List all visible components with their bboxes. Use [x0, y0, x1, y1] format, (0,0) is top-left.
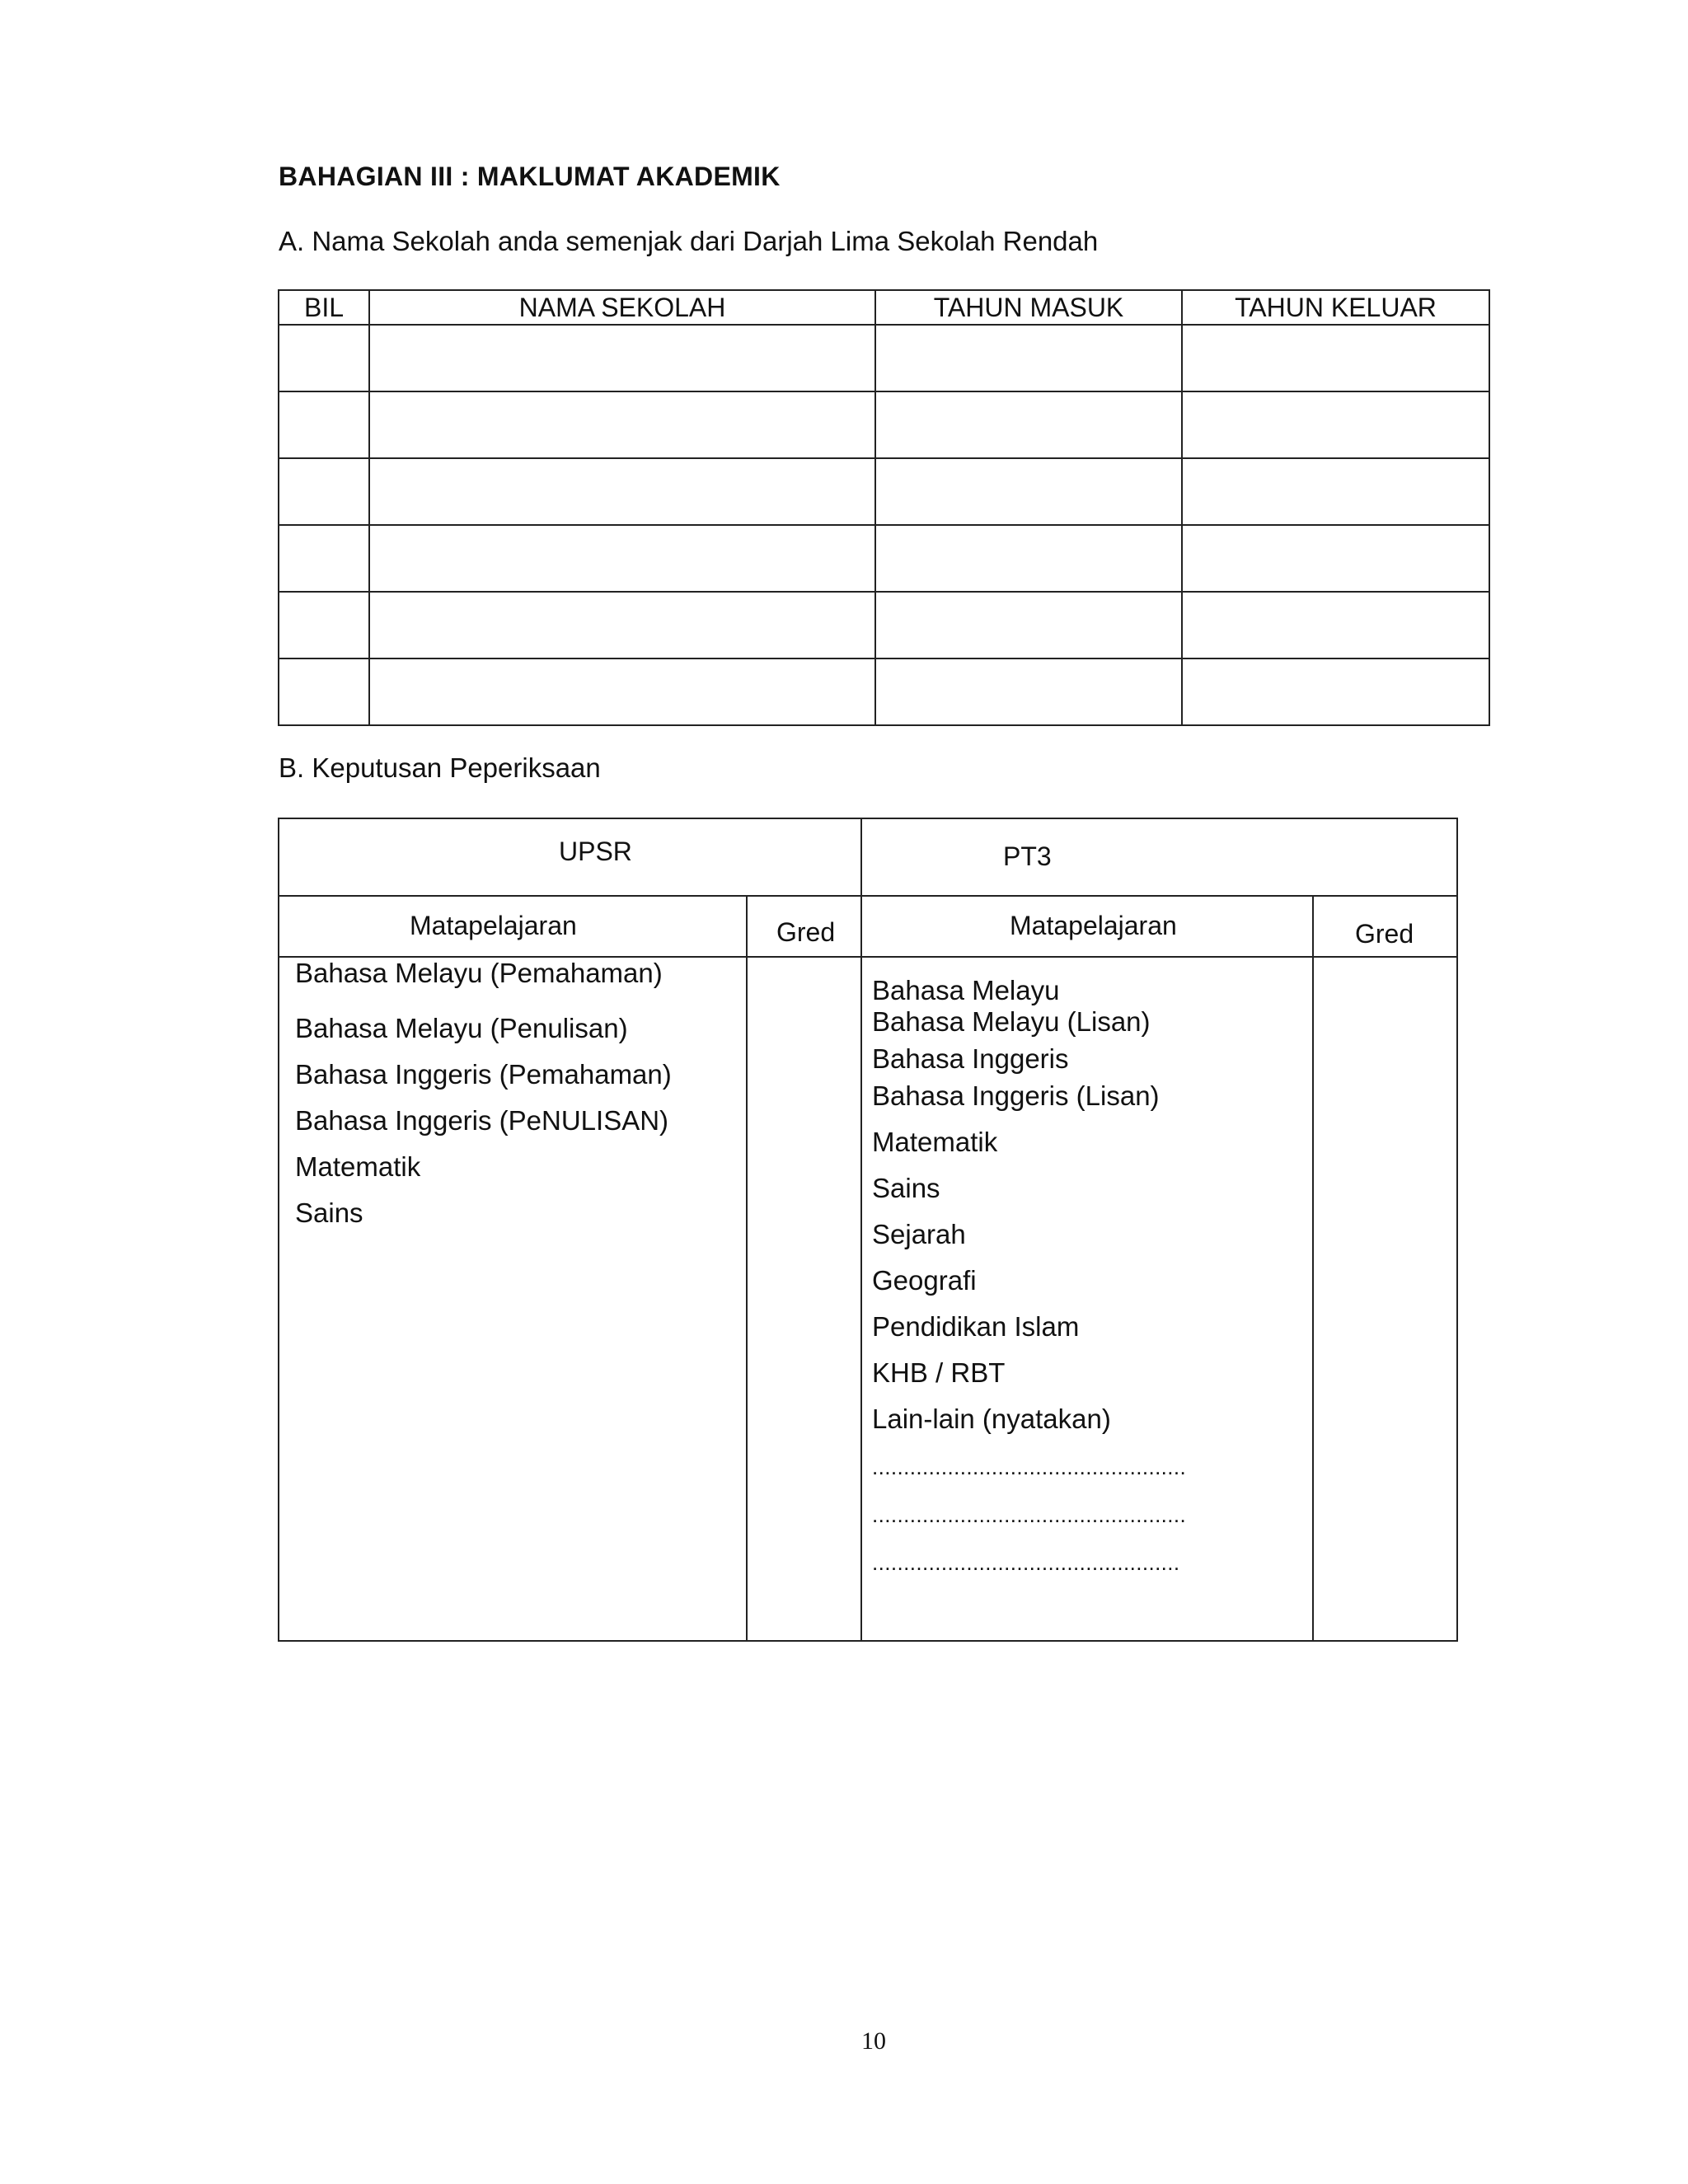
- pt3-subject-item: Sejarah: [872, 1219, 966, 1249]
- pt3-subject-header: Matapelajaran: [1010, 911, 1177, 940]
- tahun-masuk-cell[interactable]: [875, 458, 1182, 525]
- pt3-subject-item: Bahasa Melayu: [872, 975, 1060, 1005]
- exam-divider-horizontal: [279, 895, 1456, 897]
- column-header-bil: BIL: [279, 290, 369, 325]
- school-history-table: [278, 289, 1490, 726]
- pt3-subject-item: Lain-lain (nyatakan): [872, 1404, 1111, 1434]
- tahun-keluar-cell[interactable]: [1182, 458, 1489, 525]
- table-row: [279, 458, 1489, 525]
- part-b-heading: B. Keputusan Peperiksaan: [279, 752, 601, 783]
- tahun-keluar-cell[interactable]: [1182, 391, 1489, 458]
- column-header-tahun-masuk: TAHUN MASUK: [875, 290, 1182, 325]
- pt3-fill-in-line[interactable]: ..................................................: [872, 1455, 1187, 1479]
- pt3-grade-divider: [1312, 895, 1314, 1640]
- school-table-header-row: [279, 290, 1489, 325]
- upsr-title: UPSR: [559, 837, 632, 866]
- upsr-grade-header: Gred: [776, 917, 836, 947]
- bil-cell[interactable]: [279, 658, 369, 725]
- table-row: [279, 391, 1489, 458]
- pt3-subject-item: Sains: [872, 1173, 940, 1203]
- table-row: [279, 325, 1489, 391]
- upsr-grade-divider: [746, 895, 748, 1640]
- nama-sekolah-cell[interactable]: [369, 658, 875, 725]
- bil-cell[interactable]: [279, 325, 369, 391]
- tahun-masuk-cell[interactable]: [875, 391, 1182, 458]
- table-row: [279, 658, 1489, 725]
- tahun-masuk-cell[interactable]: [875, 325, 1182, 391]
- tahun-masuk-cell[interactable]: [875, 658, 1182, 725]
- pt3-subject-item: Bahasa Melayu (Lisan): [872, 1006, 1151, 1037]
- column-header-nama-sekolah: NAMA SEKOLAH: [369, 290, 875, 325]
- pt3-subject-item: Bahasa Inggeris: [872, 1043, 1069, 1074]
- tahun-keluar-cell[interactable]: [1182, 592, 1489, 658]
- pt3-grade-header: Gred: [1355, 919, 1414, 949]
- pt3-fill-in-line[interactable]: ..................................................: [872, 1502, 1187, 1527]
- pt3-subject-item: KHB / RBT: [872, 1357, 1006, 1388]
- upsr-subject-item: Sains: [295, 1197, 363, 1228]
- upsr-subject-item: Bahasa Inggeris (PeNULISAN): [295, 1105, 669, 1136]
- upsr-subject-header: Matapelajaran: [410, 911, 577, 940]
- tahun-keluar-cell[interactable]: [1182, 658, 1489, 725]
- pt3-subject-item: Bahasa Inggeris (Lisan): [872, 1080, 1160, 1111]
- upsr-subject-item: Bahasa Melayu (Penulisan): [295, 1013, 628, 1043]
- tahun-keluar-cell[interactable]: [1182, 325, 1489, 391]
- nama-sekolah-cell[interactable]: [369, 458, 875, 525]
- exam-results-table: [278, 818, 1458, 1642]
- upsr-subject-item: Bahasa Inggeris (Pemahaman): [295, 1059, 672, 1090]
- pt3-subject-item: Matematik: [872, 1127, 998, 1157]
- nama-sekolah-cell[interactable]: [369, 525, 875, 592]
- tahun-masuk-cell[interactable]: [875, 525, 1182, 592]
- tahun-masuk-cell[interactable]: [875, 592, 1182, 658]
- nama-sekolah-cell[interactable]: [369, 325, 875, 391]
- bil-cell[interactable]: [279, 592, 369, 658]
- nama-sekolah-cell[interactable]: [369, 391, 875, 458]
- tahun-keluar-cell[interactable]: [1182, 525, 1489, 592]
- pt3-title: PT3: [1003, 841, 1052, 871]
- section-title: BAHAGIAN III : MAKLUMAT AKADEMIK: [279, 162, 781, 191]
- upsr-subject-item: Bahasa Melayu (Pemahaman): [295, 958, 663, 988]
- column-header-tahun-keluar: TAHUN KELUAR: [1182, 290, 1489, 325]
- page-number: 10: [861, 2027, 886, 2055]
- pt3-fill-in-line[interactable]: .................................................: [872, 1550, 1180, 1575]
- pt3-subject-item: Geografi: [872, 1265, 977, 1296]
- bil-cell[interactable]: [279, 458, 369, 525]
- exam-divider-vertical: [860, 819, 862, 1640]
- nama-sekolah-cell[interactable]: [369, 592, 875, 658]
- bil-cell[interactable]: [279, 391, 369, 458]
- part-a-heading: A. Nama Sekolah anda semenjak dari Darjah Lima Sekolah Rendah: [279, 226, 1099, 256]
- table-row: [279, 525, 1489, 592]
- pt3-subject-item: Pendidikan Islam: [872, 1311, 1080, 1342]
- bil-cell[interactable]: [279, 525, 369, 592]
- upsr-subject-item: Matematik: [295, 1151, 421, 1182]
- table-row: [279, 592, 1489, 658]
